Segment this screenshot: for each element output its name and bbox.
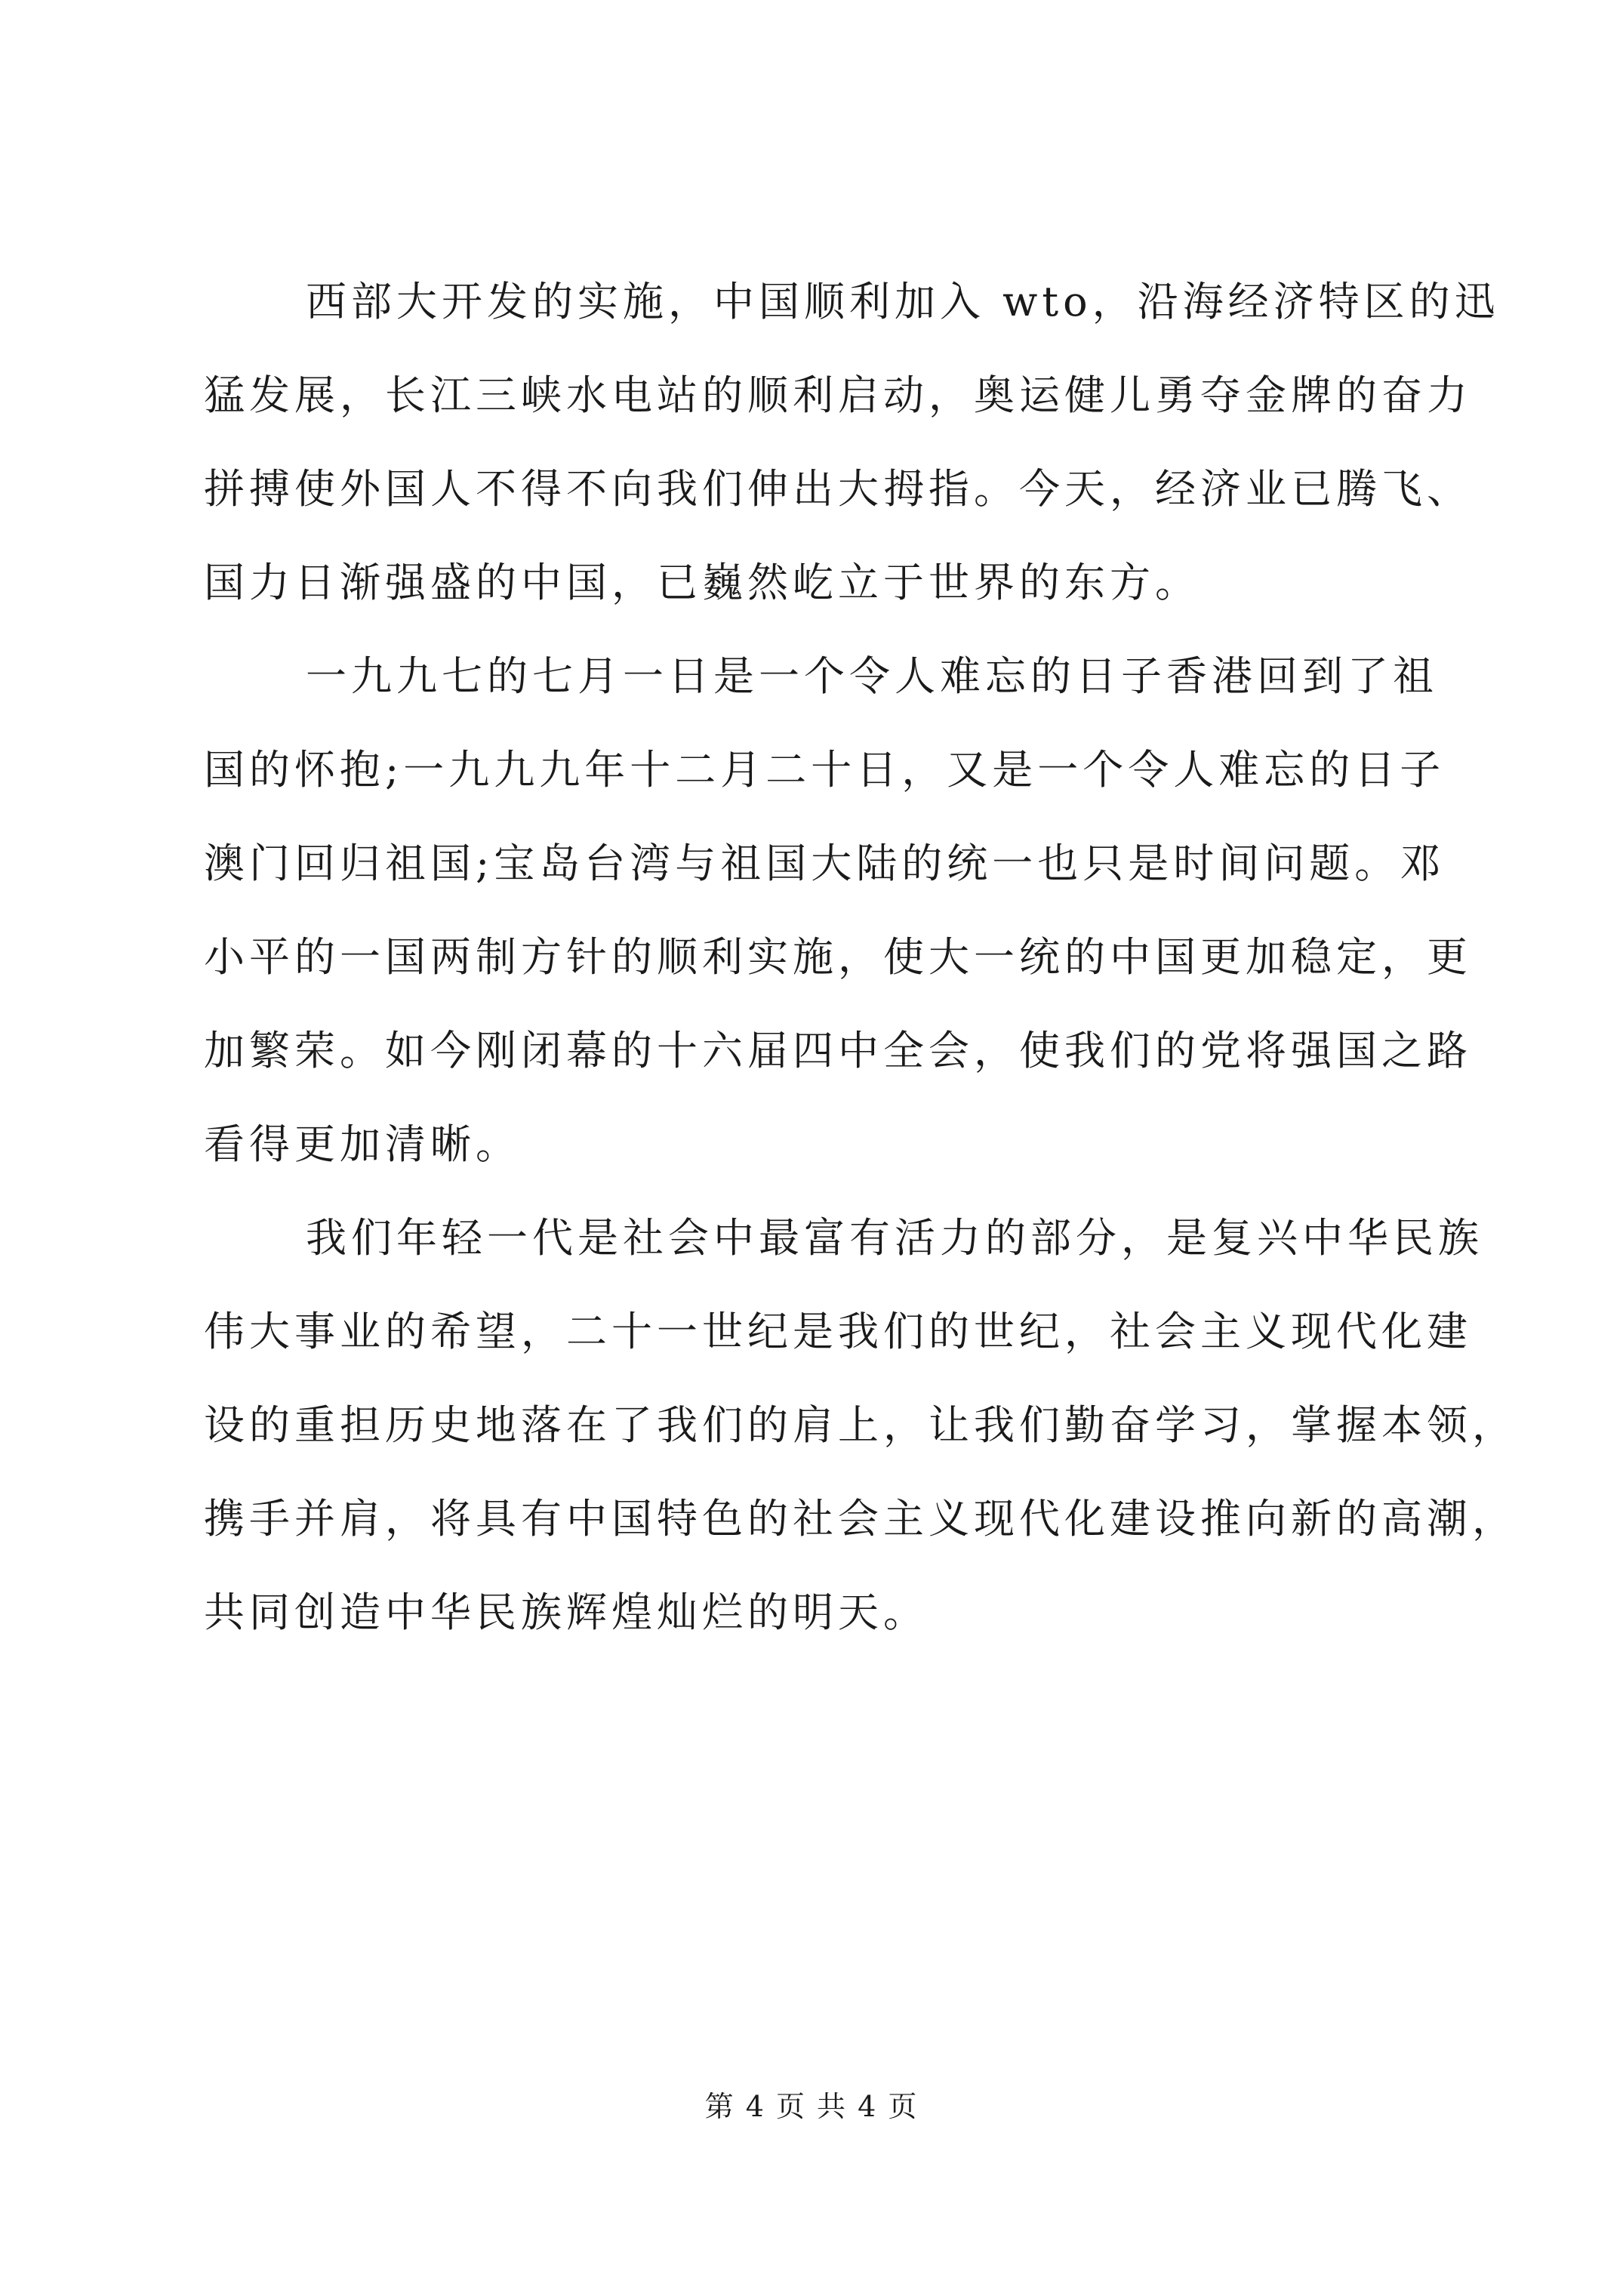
paragraph-line: 设的重担历史地落在了我们的肩上，让我们勤奋学习，掌握本领，	[204, 1401, 1517, 1449]
paragraph-line: 共同创造中华民族辉煌灿烂的明天。	[204, 1589, 929, 1636]
paragraph-1	[204, 255, 1500, 630]
paragraph-line: 我们年轻一代是社会中最富有活力的部分，是复兴中华民族	[306, 1214, 1483, 1262]
paragraph-line: 看得更加清晰。	[204, 1120, 521, 1168]
paragraph-line: 一九九七的七月一日是一个令人难忘的日子香港回到了祖	[306, 652, 1438, 700]
paragraph-line: 澳门回归祖国;宝岛台湾与祖国大陆的统一也只是时间问题。邓	[204, 840, 1446, 887]
page-number-footer: 第 4 页 共 4 页	[704, 2090, 919, 2123]
paragraph-line: 国力日渐强盛的中国，已巍然屹立于世界的东方。	[204, 559, 1200, 606]
paragraph-line: 加繁荣。如今刚闭幕的十六届四中全会，使我们的党将强国之路	[204, 1027, 1472, 1074]
paragraph-2	[204, 630, 1472, 1191]
paragraph-line: 猛发展，长江三峡水电站的顺利启动，奥运健儿勇夺金牌的奋力	[204, 371, 1472, 419]
paragraph-3	[204, 1191, 1517, 1660]
paragraph-line: 拼搏使外国人不得不向我们伸出大拇指。今天，经济业已腾飞、	[204, 465, 1472, 513]
paragraph-line: 小平的一国两制方针的顺利实施，使大一统的中国更加稳定，更	[204, 933, 1472, 981]
paragraph-line: 携手并肩，将具有中国特色的社会主义现代化建设推向新的高潮，	[204, 1495, 1517, 1542]
paragraph-line: 西部大开发的实施，中国顺利加入 wto，沿海经济特区的迅	[306, 278, 1500, 325]
document-body	[204, 255, 1517, 1660]
paragraph-line: 国的怀抱;一九九九年十二月二十日，又是一个令人难忘的日子	[204, 746, 1446, 794]
paragraph-line: 伟大事业的希望，二十一世纪是我们的世纪，社会主义现代化建	[204, 1308, 1472, 1355]
